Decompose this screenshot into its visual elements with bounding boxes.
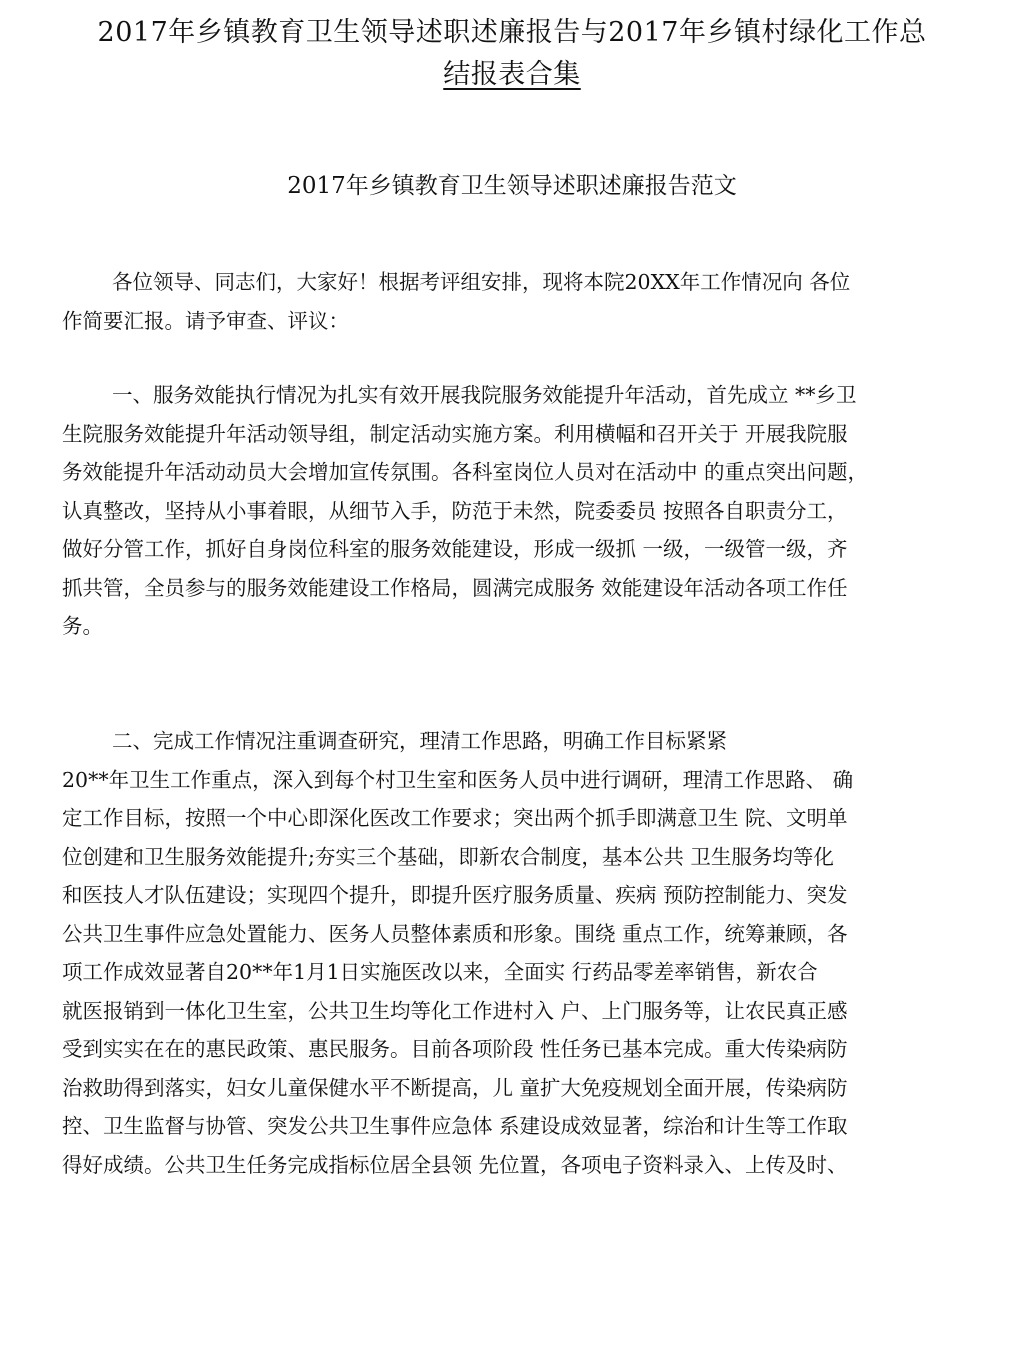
paragraph-line: 项工作成效显著自20**年1月1日实施医改以来，全面实 行药品零差率销售，新农合 bbox=[62, 960, 818, 984]
paragraph-line: 务。 bbox=[62, 614, 103, 638]
paragraph-line: 治救助得到落实，妇女儿童保健水平不断提高，儿 童扩大免疫规划全面开展，传染病防 bbox=[62, 1075, 848, 1100]
paragraph-line: 20**年卫生工作重点，深入到每个村卫生室和医务人员中进行调研，理清工作思路、 确 bbox=[62, 767, 854, 792]
paragraph-greeting bbox=[62, 263, 962, 340]
paragraph-line: 位创建和卫生服务效能提升;夯实三个基础，即新农合制度，基本公共 卫生服务均等化 bbox=[62, 844, 834, 869]
paragraph-line: 就医报销到一体化卫生室，公共卫生均等化工作进村入 户、上门服务等，让农民真正感 bbox=[62, 998, 848, 1023]
paragraph-line: 受到实实在在的惠民政策、惠民服务。目前各项阶段 性任务已基本完成。重大传染病防 bbox=[62, 1037, 848, 1061]
paragraph-work-completion bbox=[62, 722, 962, 1184]
title-line-2 bbox=[0, 54, 1024, 96]
paragraph-line: 各位领导、同志们，大家好！根据考评组安排，现将本院20XX年工作情况向 各位 bbox=[112, 270, 851, 294]
paragraph-line: 做好分管工作，抓好自身岗位科室的服务效能建设，形成一级抓 一级，一级管一级，齐 bbox=[62, 537, 848, 561]
paragraph-line: 二、完成工作情况注重调查研究，理清工作思路，明确工作目标紧紧 bbox=[112, 729, 727, 753]
title-line-2-text: 结报表合集 bbox=[443, 59, 581, 90]
section-title: 2017年乡镇教育卫生领导述职述廉报告范文 bbox=[287, 173, 737, 199]
paragraph-line: 公共卫生事件应急处置能力、医务人员整体素质和形象。围绕 重点工作，统筹兼顾，各 bbox=[62, 921, 848, 946]
paragraph-line: 认真整改，坚持从小事着眼，从细节入手，防范于未然，院委委员 按照各自职责分工， bbox=[62, 498, 848, 523]
paragraph-line: 生院服务效能提升年活动领导组，制定活动实施方案。利用横幅和召开关于 开展我院服 bbox=[62, 421, 848, 446]
paragraph-line: 控、卫生监督与协管、突发公共卫生事件应急体 系建设成效显著，综治和计生等工作取 bbox=[62, 1114, 848, 1138]
paragraph-line: 定工作目标，按照一个中心即深化医改工作要求；突出两个抓手即满意卫生 院、文明单 bbox=[62, 806, 848, 830]
paragraph-service-efficiency bbox=[62, 376, 962, 646]
paragraph-line: 得好成绩。公共卫生任务完成指标位居全县领 先位置，各项电子资料录入、上传及时、 bbox=[62, 1152, 848, 1177]
paragraph-line: 作简要汇报。请予审查、评议： bbox=[62, 308, 349, 333]
paragraph-line: 一、服务效能执行情况为扎实有效开展我院服务效能提升年活动，首先成立 **乡卫 bbox=[112, 383, 857, 407]
paragraph-line: 抓共管，全员参与的服务效能建设工作格局，圆满完成服务 效能建设年活动各项工作任 bbox=[62, 575, 848, 600]
title-line-1: 2017年乡镇教育卫生领导述职述廉报告与2017年乡镇村绿化工作总 bbox=[97, 17, 927, 48]
paragraph-line: 和医技人才队伍建设；实现四个提升，即提升医疗服务质量、疾病 预防控制能力、突发 bbox=[62, 883, 848, 907]
paragraph-line: 务效能提升年活动动员大会增加宣传氛围。各科室岗位人员对在活动中 的重点突出问题， bbox=[62, 460, 869, 484]
document-title bbox=[0, 12, 1024, 96]
